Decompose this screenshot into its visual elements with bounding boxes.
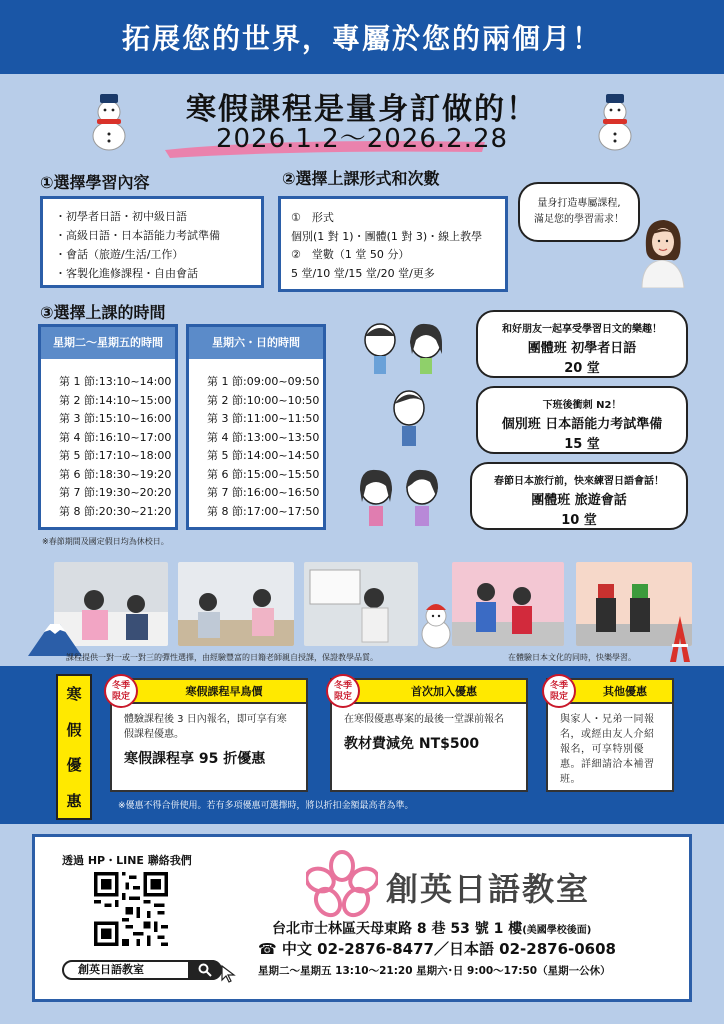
qr-code-icon[interactable] [94,872,168,946]
promo-card-early-bird [110,678,308,792]
address-note: (美國學校後面) [522,925,592,936]
limited-seal-badge [326,674,360,708]
holiday-note: ※春節期間及國定假日均為休校日。 [42,537,169,546]
time-slot: 第 6 節:15:00~15:50 [207,467,320,481]
phone-numbers [258,938,616,959]
promo-vertical-label [56,674,92,820]
tokyo-tower-icon [664,616,696,662]
vertical-char: 假 [66,720,82,739]
classroom-photo [304,562,418,646]
travelers-illustration [356,466,446,528]
promo-card-title: 其他優惠 [548,680,672,704]
section-format-title: ②選擇上課形式和次數 [282,169,440,188]
example-course: 個別班 日本語能力考試準備 [501,417,663,432]
example-lead: 和好朋友一起享受學習日文的樂趣！ [502,324,662,335]
vertical-char: 寒 [66,685,82,704]
photo-caption-right: 在體驗日本文化的同時，快樂學習。 [508,653,636,662]
time-slot: 第 7 節:19:30~20:20 [59,486,172,499]
promo-card-body: 與家人・兄弟一同報名，或經由友人介紹報名，可享特別優惠。詳細請洽本補習班。 [560,714,655,785]
section-schedule-title: ③選擇上課的時間 [40,303,166,322]
time-slot: 第 5 節:17:10~18:00 [59,449,172,462]
format-line: 5 堂/10 堂/15 堂/20 堂/更多 [291,266,435,280]
mount-fuji-icon [28,616,82,656]
vertical-char: 優 [66,756,82,775]
phone-text: 中文 02-2876-8477／日本語 02-2876-0608 [281,940,616,958]
phone-icon: ☎ [258,940,282,958]
address-text: 台北市士林區天母東路 8 巷 53 號 1 樓 [272,921,523,937]
time-slot: 第 8 節:17:00~17:50 [207,504,320,518]
list-item: ・初學者日語・初中級日語 [55,210,187,223]
promo-card-title: 首次加入優惠 [332,680,526,704]
brand-name: 創英日語教室 [386,870,591,908]
opening-hours: 星期二～星期五 13:10～21:20 星期六･日 9:00～17:50（星期一公休） [258,965,611,977]
time-slot: 第 3 節:15:10~16:00 [59,412,172,425]
time-slot: 第 8 節:20:30~21:20 [59,504,172,518]
page-header [0,0,724,74]
seal-line: 限定 [111,692,130,702]
teacher-avatar [632,212,692,288]
time-slot: 第 2 節:14:10~15:00 [59,393,172,407]
promo-card-title: 寒假課程早鳥價 [112,680,306,704]
promo-card-body: 在寒假優惠專案的最後一堂課前報名 [344,714,504,725]
example-lead: 春節日本旅行前，快來練習日語會話！ [494,476,664,487]
seal-line: 冬季 [333,681,352,691]
time-slot: 第 7 節:16:00~16:50 [207,486,320,499]
learning-content-box [40,196,264,288]
example-lessons: 10 堂 [561,513,597,528]
example-bubble-private-jlpt [476,386,688,454]
list-item: ・客製化進修課程・自由會話 [55,267,198,280]
search-icon [197,962,213,978]
time-slot: 第 1 節:13:10~14:00 [59,375,172,388]
weekend-schedule-header: 星期六・日的時間 [189,327,323,359]
list-item: ・會話（旅遊/生活/工作） [55,248,184,261]
format-box [278,196,508,292]
time-slot: 第 4 節:13:00~13:50 [207,430,320,444]
photo-caption-left: 課程提供一對一或一對三的彈性選擇，由經驗豐富的日籍老師親自授課，保證教學品質。 [66,653,378,662]
example-bubble-group-travel [470,462,688,530]
example-lessons: 15 堂 [564,437,600,452]
time-slot: 第 2 節:10:00~10:50 [207,393,320,407]
snowman-icon [592,90,638,152]
weekday-schedule-card [38,324,178,530]
promo-card-highlight: 教材費減免 NT$500 [344,733,479,753]
seal-line: 限定 [333,692,352,702]
example-bubble-group-beginner [476,310,688,378]
time-slot: 第 4 節:16:10~17:00 [59,430,172,444]
seal-line: 冬季 [111,681,130,691]
limited-seal-badge [542,674,576,708]
bubble-line: 滿足您的學習需求！ [534,214,624,225]
time-slot: 第 6 節:18:30~19:20 [59,467,172,481]
weekend-schedule-card [186,324,326,530]
section-learning-content-title: ①選擇學習內容 [40,173,150,192]
promo-note: ※優惠不得合併使用。若有多項優惠可選擇時，將以折扣金額最高者為準。 [118,801,414,811]
search-input[interactable]: 創英日語教室 [62,960,222,980]
format-line: ① 形式 [291,211,334,224]
sakura-logo-icon [306,850,378,918]
page-title: 拓展您的世界，專屬於您的兩個月！ [121,22,602,55]
bubble-line: 量身打造專屬課程, [537,198,621,209]
address [272,918,591,938]
example-course: 團體班 旅遊會話 [531,493,627,508]
hero-title: 寒假課程是量身訂做的！ [186,92,538,127]
time-slot: 第 3 節:11:00~11:50 [207,412,320,425]
promo-card-highlight: 寒假課程享 95 折優惠 [124,748,265,768]
weekday-schedule-header: 星期二～星期五的時間 [41,327,175,359]
promo-card-body: 體驗課程後 3 日內報名，即可享有寒假課程優惠。 [124,714,287,740]
format-line: ② 堂數（1 堂 50 分） [291,248,410,261]
office-worker-illustration [386,388,432,448]
promo-card-first-join [330,678,528,792]
teacher-speech-bubble [518,182,640,242]
classroom-photo [178,562,294,646]
search-button[interactable] [188,960,222,980]
hero-date-range: 2026.1.2〜2026.2.28 [215,124,509,154]
format-line: 個別(1 對 1)・團體(1 對 3)・線上教學 [291,229,483,243]
seal-line: 冬季 [549,681,568,691]
contact-label: 透過 HP・LINE 聯絡我們 [62,854,192,867]
pointer-cursor-icon [220,964,240,984]
limited-seal-badge [104,674,138,708]
list-item: ・高級日語・日本語能力考試準備 [55,229,220,242]
students-illustration [360,320,450,376]
snowman-icon [86,90,132,152]
vertical-char: 惠 [66,791,82,810]
daruma-snowman-icon [416,600,456,650]
example-lead: 下班後衝刺 N2！ [542,400,622,411]
seal-line: 限定 [549,692,568,702]
culture-event-photo [452,562,564,646]
time-slot: 第 5 節:14:00~14:50 [207,449,320,462]
example-lessons: 20 堂 [564,361,600,376]
time-slot: 第 1 節:09:00~09:50 [207,375,320,388]
example-course: 團體班 初學者日語 [527,341,637,356]
